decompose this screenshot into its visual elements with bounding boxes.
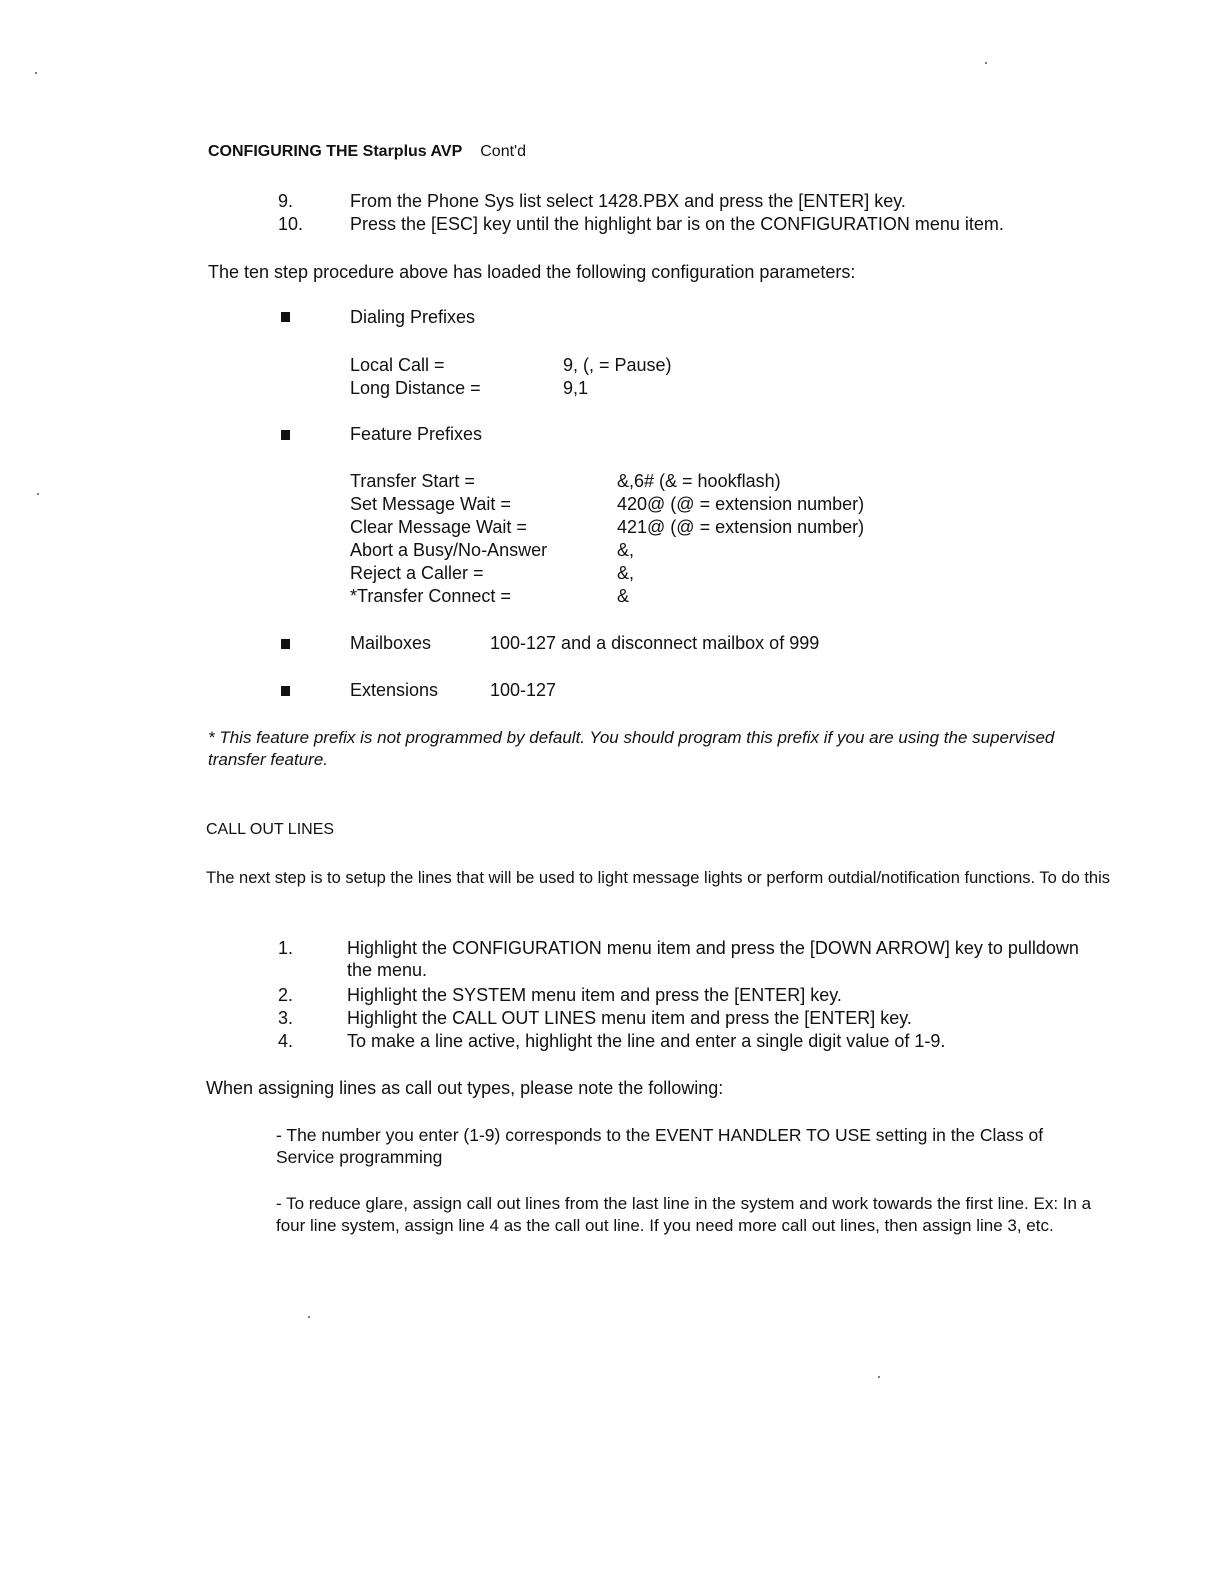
intro-text: The ten step procedure above has loaded the following configuration parameters: xyxy=(208,262,856,282)
param-value: 420@ (@ = extension number) xyxy=(617,494,865,514)
page-heading xyxy=(208,143,526,161)
param-name: Clear Message Wait = xyxy=(350,517,527,537)
heading-title: CONFIGURING THE Starplus AVP xyxy=(208,143,463,160)
step-number: 2. xyxy=(278,985,294,1005)
step-number: 1. xyxy=(278,938,294,958)
dialing-prefixes-label: Dialing Prefixes xyxy=(350,307,476,327)
step-text: Highlight the CALL OUT LINES menu item and press the [ENTER] key. xyxy=(347,1008,912,1028)
step-number: 3. xyxy=(278,1008,294,1028)
step-text: Highlight the SYSTEM menu item and press the [ENTER] key. xyxy=(347,985,842,1005)
scan-speck xyxy=(878,1376,880,1378)
scan-speck xyxy=(985,62,987,64)
param-name: Local Call = xyxy=(350,355,445,375)
note-intro: When assigning lines as call out types, please note the following: xyxy=(206,1078,724,1098)
step-number: 9. xyxy=(278,191,294,211)
section-intro: The next step is to setup the lines that will be used to light message lights or perform outdial/notification functions. To do this xyxy=(206,869,1111,887)
bullet-icon xyxy=(281,312,290,322)
param-value: & xyxy=(617,586,630,606)
param-value: 421@ (@ = extension number) xyxy=(617,517,865,537)
step-text: Press the [ESC] key until the highlight bar is on the CONFIGURATION menu item. xyxy=(350,214,1004,234)
scan-speck xyxy=(37,493,39,495)
param-name: Reject a Caller = xyxy=(350,563,484,583)
step-text: Highlight the CONFIGURATION menu item and press the [DOWN ARROW] key to pulldown the menu. xyxy=(347,938,1079,980)
note-item: - To reduce glare, assign call out lines from the last line in the system and work towards the first line. Ex: In a four line system, assign line 4 as the call out line. If you need more call out lines, then assign line 3, etc. xyxy=(276,1194,1092,1235)
section-title: CALL OUT LINES xyxy=(206,821,335,838)
bullet-icon xyxy=(281,686,290,696)
step-text: From the Phone Sys list select 1428.PBX and press the [ENTER] key. xyxy=(350,191,906,211)
param-value: &, xyxy=(617,563,635,583)
step-number: 10. xyxy=(278,214,304,234)
note-item: - The number you enter (1-9) corresponds to the EVENT HANDLER TO USE setting in the Class of Service programming xyxy=(276,1125,1044,1167)
mailboxes-value: 100-127 and a disconnect mailbox of 999 xyxy=(490,633,820,653)
extensions-label: Extensions xyxy=(350,680,439,700)
mailboxes-label: Mailboxes xyxy=(350,633,432,653)
param-name: Transfer Start = xyxy=(350,471,475,491)
param-name: Set Message Wait = xyxy=(350,494,511,514)
param-name: Long Distance = xyxy=(350,378,481,398)
scan-speck xyxy=(35,72,37,74)
heading-cont: Cont'd xyxy=(480,143,526,160)
footnote: * This feature prefix is not programmed by default. You should program this prefix if you are using the supervised transfer feature. xyxy=(208,728,1055,769)
step-number: 4. xyxy=(278,1031,294,1051)
bullet-icon xyxy=(281,639,290,649)
feature-prefixes-label: Feature Prefixes xyxy=(350,424,483,444)
bullet-icon xyxy=(281,430,290,440)
scan-speck xyxy=(308,1316,310,1318)
param-value: 9, (, = Pause) xyxy=(563,355,672,375)
extensions-value: 100-127 xyxy=(490,680,557,700)
param-value: &,6# (& = hookflash) xyxy=(617,471,781,491)
param-name: *Transfer Connect = xyxy=(350,586,511,606)
param-value: 9,1 xyxy=(563,378,589,398)
param-value: &, xyxy=(617,540,635,560)
step-text: To make a line active, highlight the line and enter a single digit value of 1-9. xyxy=(347,1031,946,1051)
param-name: Abort a Busy/No-Answer xyxy=(350,540,548,560)
